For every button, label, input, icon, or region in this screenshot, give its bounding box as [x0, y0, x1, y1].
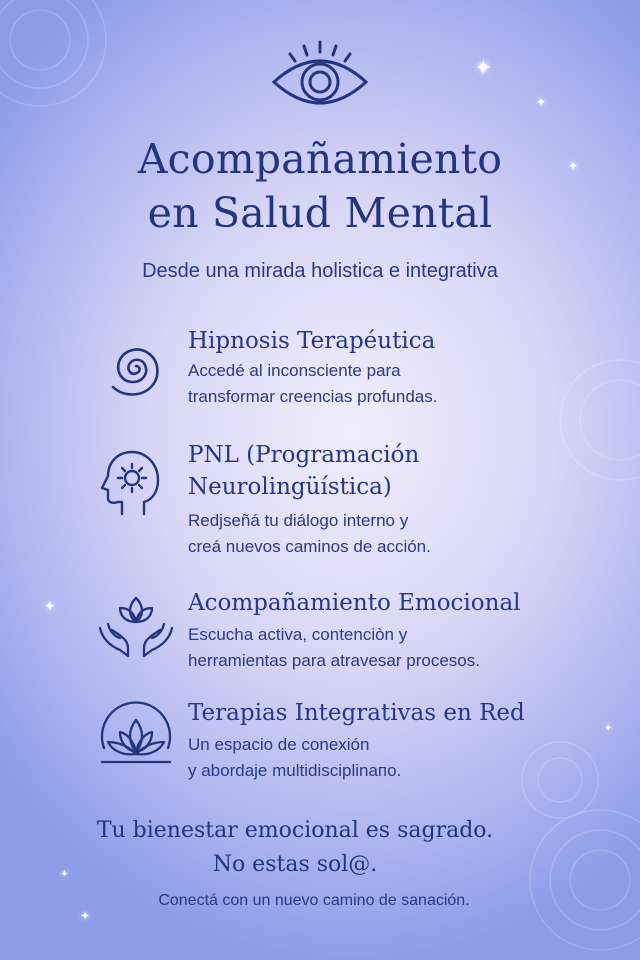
service-title: Hipnosis Terapéutica [188, 328, 436, 354]
page-title-line-1: Acompañamiento [137, 135, 503, 183]
service-title: Acompañamiento Emocional [188, 590, 521, 616]
head-sun-icon [94, 440, 178, 524]
service-desc-line: Redjseñá tu diálogo interno y [188, 511, 409, 530]
closing-line-1: Tu bienestar emocional es sagrado. [96, 818, 494, 843]
sparkle-icon: ✦ [474, 56, 493, 81]
page-title-line-2: en Salud Mental [147, 189, 493, 237]
service-desc-line: Accedé al inconsciente para [188, 361, 401, 380]
service-desc-line: transformar creencias profundas. [188, 387, 438, 406]
sparkle-icon: ✦ [604, 723, 613, 734]
lotus-circle-icon [94, 698, 178, 782]
service-desc-line: Escucha activa, contenciòn y [188, 625, 408, 644]
sparkle-icon: ✦ [80, 909, 91, 923]
service-emocional [0, 584, 640, 704]
sparkle-icon: ✦ [60, 869, 69, 880]
service-desc-line: herramientas para atravesar procesos. [188, 651, 480, 670]
service-desc-line: Un espacio de conexión [188, 735, 370, 754]
service-title: Terapias Integrativas en Red [188, 700, 525, 726]
service-pnl [0, 438, 640, 558]
eye-icon [270, 40, 370, 110]
service-desc-line: y abordaje multidisciplinaпo. [188, 761, 402, 780]
closing-line-2: No estas sol@. [212, 852, 378, 877]
subtitle: Desde una mirada holistica e integrativa [142, 260, 498, 282]
service-integrativas [0, 696, 640, 816]
service-title-line-2: Neurolingüística) [188, 474, 392, 500]
call-to-action: Conectá con un nuevo camino de sanación. [158, 892, 470, 909]
service-hipnosis [0, 322, 640, 442]
sparkle-icon: ✦ [44, 599, 56, 615]
lotus-hands-icon [94, 584, 178, 668]
spiral-icon [94, 326, 178, 410]
sparkle-icon: ✦ [568, 159, 579, 173]
sparkle-icon: ✦ [536, 95, 547, 109]
service-desc-line: creá nuevos caminos de acción. [188, 537, 431, 556]
service-title-line-1: PNL (Programación [188, 442, 420, 468]
